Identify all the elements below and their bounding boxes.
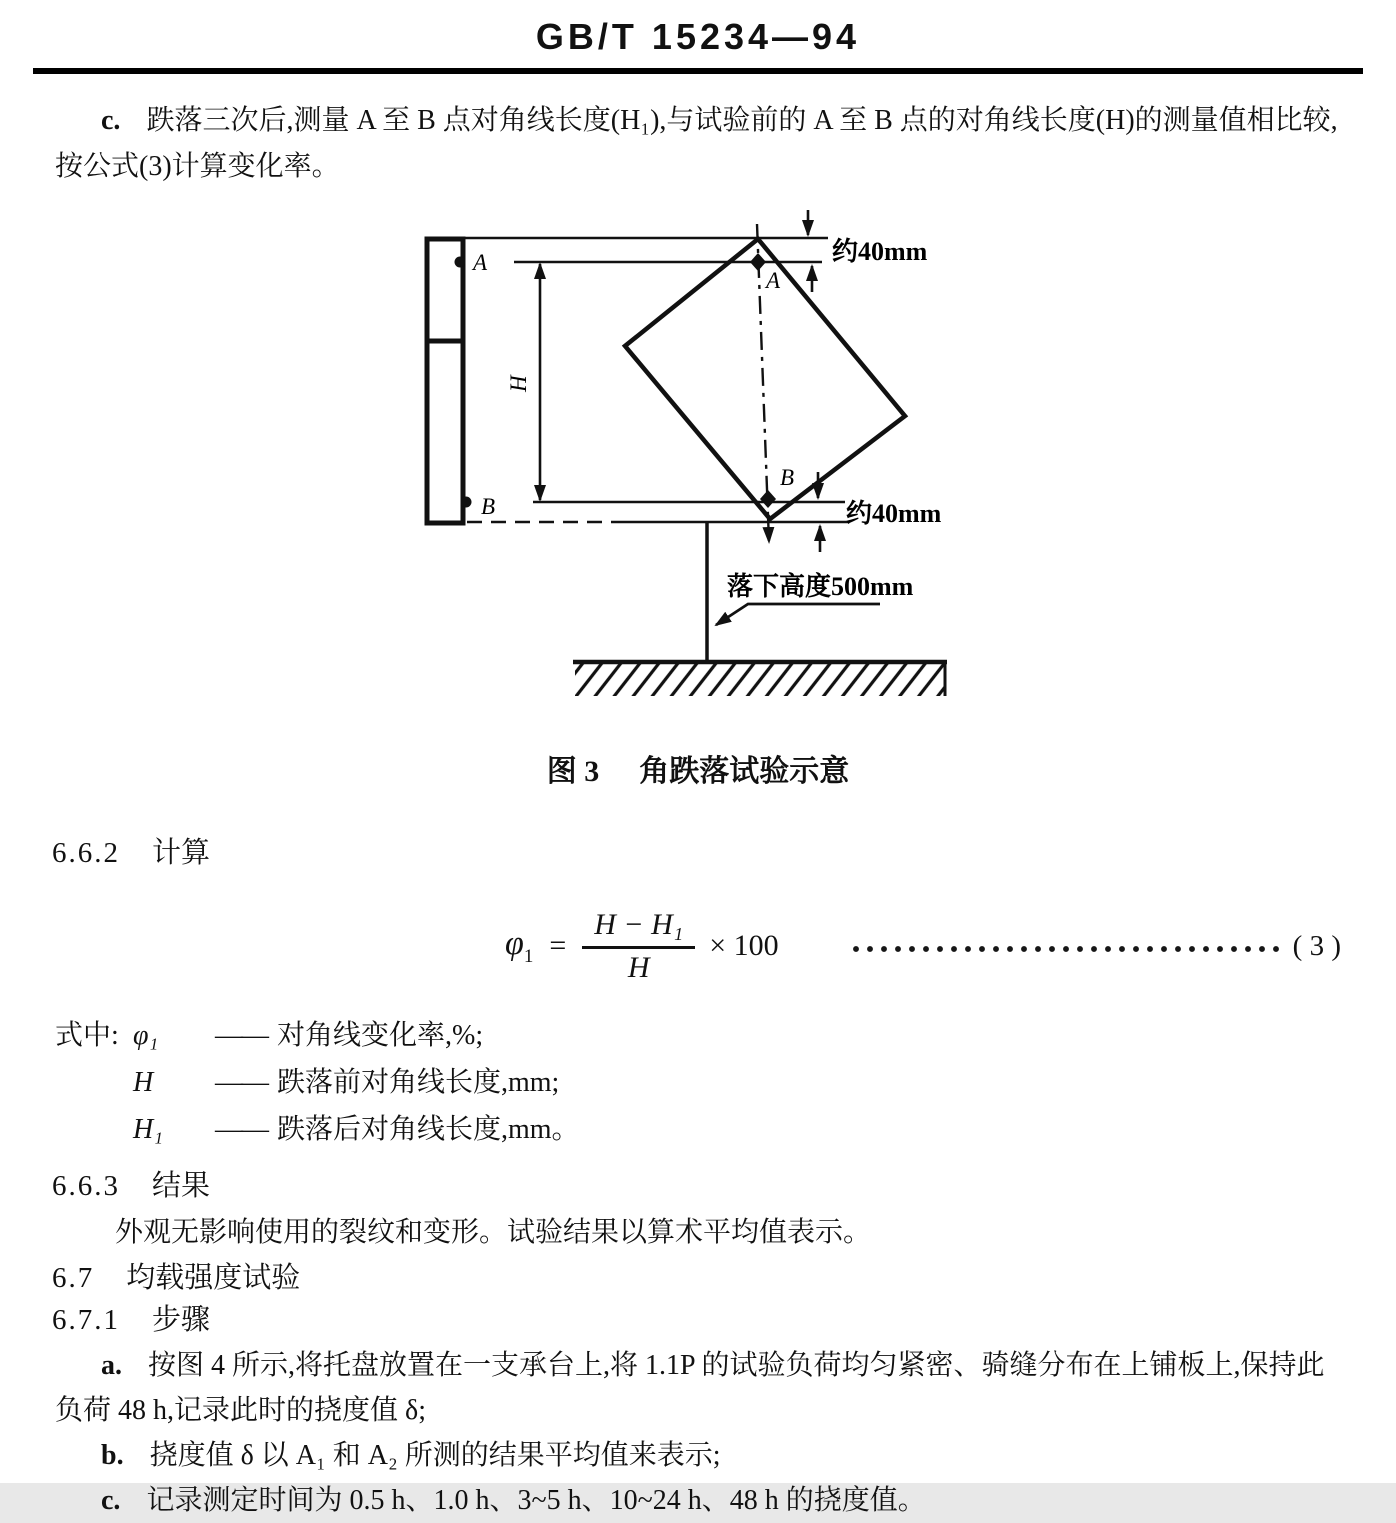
where-dash: —— [215,1114,267,1145]
where-row [55,1106,1344,1153]
section-title-67: 均载强度试验 [126,1262,301,1294]
where-definition: 对角线变化率,%; [277,1020,484,1051]
step-text-b: 挠度值 δ 以 A₁ 和 A₂ 所测的结果平均值来表示; [149,1440,721,1471]
standard-number: GB/T 15234—94 [535,16,861,57]
gap-label-bottom: 约40mm [846,499,942,528]
figure-caption-number: 图 3 [546,755,600,788]
label-point-a: A [473,250,488,275]
where-dash: —— [215,1067,267,1098]
where-list [55,1012,1344,1153]
section-number-662: 6.6.2 [52,837,120,869]
formula-number: ( 3 ) [1292,929,1341,962]
fraction [582,908,695,985]
section-number-663: 6.6.3 [52,1170,120,1202]
where-prefix [55,1106,133,1153]
where-term: φ₁ [133,1020,159,1051]
phi-symbol: $\varphi_1$ [505,924,534,967]
section-title-671: 步骤 [152,1304,211,1336]
where-prefix: 式中: [55,1020,119,1051]
where-prefix [55,1059,133,1106]
point-b-marker [461,497,472,508]
step-item-c [55,1478,1344,1523]
step-text-c: 记录测定时间为 0.5 h、1.0 h、3~5 h、10~24 h、48 h 的挠度值。 [146,1485,926,1516]
gap-label-top: 约40mm [832,237,928,266]
where-row [55,1012,1344,1059]
fraction-numerator: H − H₁ [582,908,695,949]
paragraph-c [55,98,1344,190]
header-rule [33,68,1363,74]
point-a-marker [455,257,466,268]
where-term: H [133,1067,154,1098]
section-heading-662 [52,832,1396,874]
diagonal-point-b-marker [760,490,776,508]
section-heading-67 [52,1257,1396,1299]
figure-caption [0,752,1396,792]
diagonal-point-a-marker [750,253,766,271]
h-dimension [506,264,540,500]
step-text-a: 按图 4 所示,将托盘放置在一支承台上,将 1.1P 的试验负荷均匀紧密、骑缝分布在上铺板上,保持此负荷 48 h,记录此时的挠度值 δ; [55,1350,1325,1426]
ground [573,660,947,696]
section-heading-663 [52,1165,1396,1207]
step-label-c: c. [101,1485,121,1516]
corner-drop-diagram [0,204,1396,724]
section-title-662: 计算 [152,837,211,869]
label-diagonal-a: A [766,268,781,293]
section-663-body: 外观无影响使用的裂纹和变形。试验结果以算术平均值表示。 [115,1217,872,1248]
section-number-67: 6.7 [52,1262,95,1294]
figure-corner-drop-test [0,204,1396,724]
multiplier: × 100 [709,929,779,962]
pallet-top-view-diamond [625,239,905,519]
dotted-leader [849,945,1281,953]
step-item-b [55,1433,1344,1478]
drop-height-leader [716,604,880,625]
drop-height-label: 落下高度500mm [727,572,914,601]
equation [505,908,779,985]
step-label-a: a. [101,1350,122,1381]
formula-3 [55,900,1341,992]
where-definition: 跌落后对角线长度,mm。 [277,1114,580,1145]
h-dimension-label: H [506,375,531,392]
section-heading-671 [52,1299,1396,1341]
section-number-671: 6.7.1 [52,1304,120,1336]
where-row [55,1059,1344,1106]
fraction-denominator: H [627,950,650,984]
section-title-663: 结果 [152,1170,211,1202]
figure-caption-title: 角跌落试验示意 [639,755,850,788]
where-dash: —— [215,1020,267,1051]
label-diagonal-b: B [780,465,795,490]
step-label-b: b. [101,1440,124,1471]
where-term: H₁ [133,1114,163,1145]
paragraph-c-label: c. [101,105,121,136]
equals-sign: = [549,929,567,962]
paragraph-c-text: 跌落三次后,测量 A 至 B 点对角线长度(H₁),与试验前的 A 至 B 点的对角线长度(H)的测量值相比较,按公式(3)计算变化率。 [55,105,1338,182]
step-item-a [55,1343,1344,1433]
label-point-b: B [481,494,496,519]
where-definition: 跌落前对角线长度,mm; [277,1067,560,1098]
pallet-side-view [427,239,495,523]
